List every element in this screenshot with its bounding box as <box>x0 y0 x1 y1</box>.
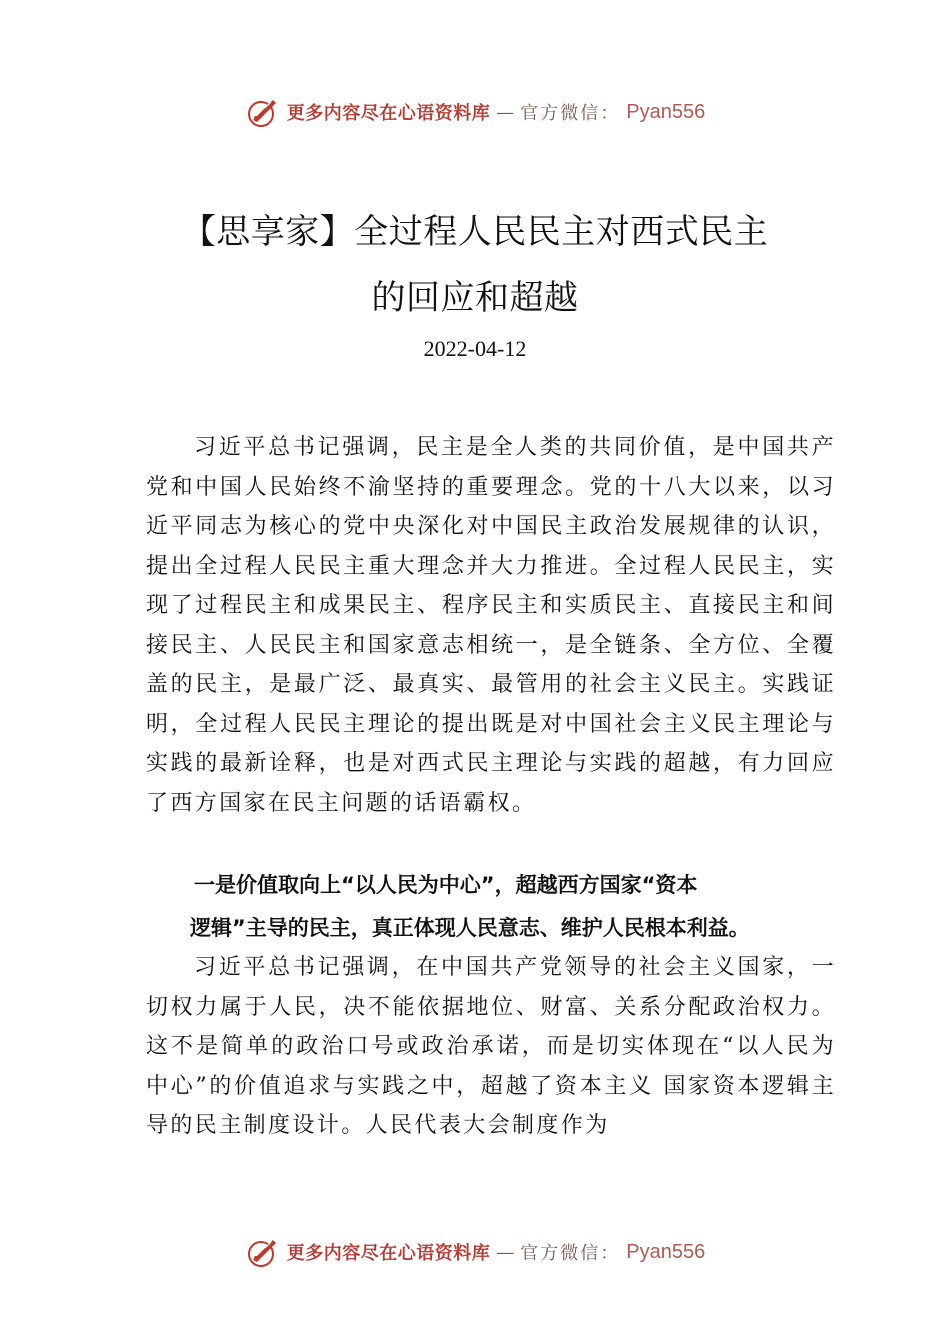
article-date: 2022-04-12 <box>423 336 527 361</box>
header-banner-text: 更多内容尽在心语资料库 <box>286 103 491 124</box>
article-title-line2: 的回应和超越 <box>371 278 579 318</box>
article-paragraph-2: 习近平总书记强调，在中国共产党领导的社会主义国家，一切权力属于人民，决不能依据地位、财富、关系分配政治权力。这不是简单的政治口号或政治承诺，而是切实体现在“以人民为中心”的价值追求与实践之中，超越了资本主义 国家资本逻辑主导的民主制度设计。人民代表大会制度作为 <box>146 955 836 1138</box>
section-heading-line1: 一是价值取向上“以人民为中心”，超越西方国家“资本 <box>194 873 698 897</box>
header-banner <box>0 92 950 132</box>
header-wechat-id: Pyan556 <box>626 100 706 123</box>
header-banner-separator: — <box>496 101 515 123</box>
article-title-line1: 【思享家】全过程人民民主对西式民主 <box>181 212 769 252</box>
footer-banner <box>0 1232 950 1272</box>
article-paragraph-1: 习近平总书记强调，民主是全人类的共同价值，是中国共产党和中国人民始终不渝坚持的重要理念。党的十八大以来，以习近平同志为核心的党中央深化对中国民主政治发展规律的认识，提出全过程人民民主重大理念并大力推进。全过程人民民主，实现了过程民主和成果民主、程序民主和实质民主、直接民主和间接民主、人民民主和国家意志相统一，是全链条、全方位、全覆盖的民主，是最广泛、最真实、最管用的社会主义民主。实践证明，全过程人民民主理论的提出既是对中国社会主义民主理论与实践的最新诠释，也是对西式民主理论与实践的超越，有力回应了西方国家在民主问题的话语霸权。 <box>146 435 836 816</box>
header-wechat-label: 官方微信： <box>520 103 621 124</box>
section-heading-line2: 逻辑”主导的民主，真正体现人民意志、维护人民根本利益。 <box>190 916 750 940</box>
footer-wechat-label: 官方微信： <box>520 1243 621 1264</box>
footer-wechat-id: Pyan556 <box>626 1240 706 1263</box>
quill-logo-icon <box>245 94 281 130</box>
quill-logo-icon <box>245 1234 281 1270</box>
footer-banner-separator: — <box>496 1241 515 1263</box>
footer-banner-text: 更多内容尽在心语资料库 <box>286 1243 491 1264</box>
